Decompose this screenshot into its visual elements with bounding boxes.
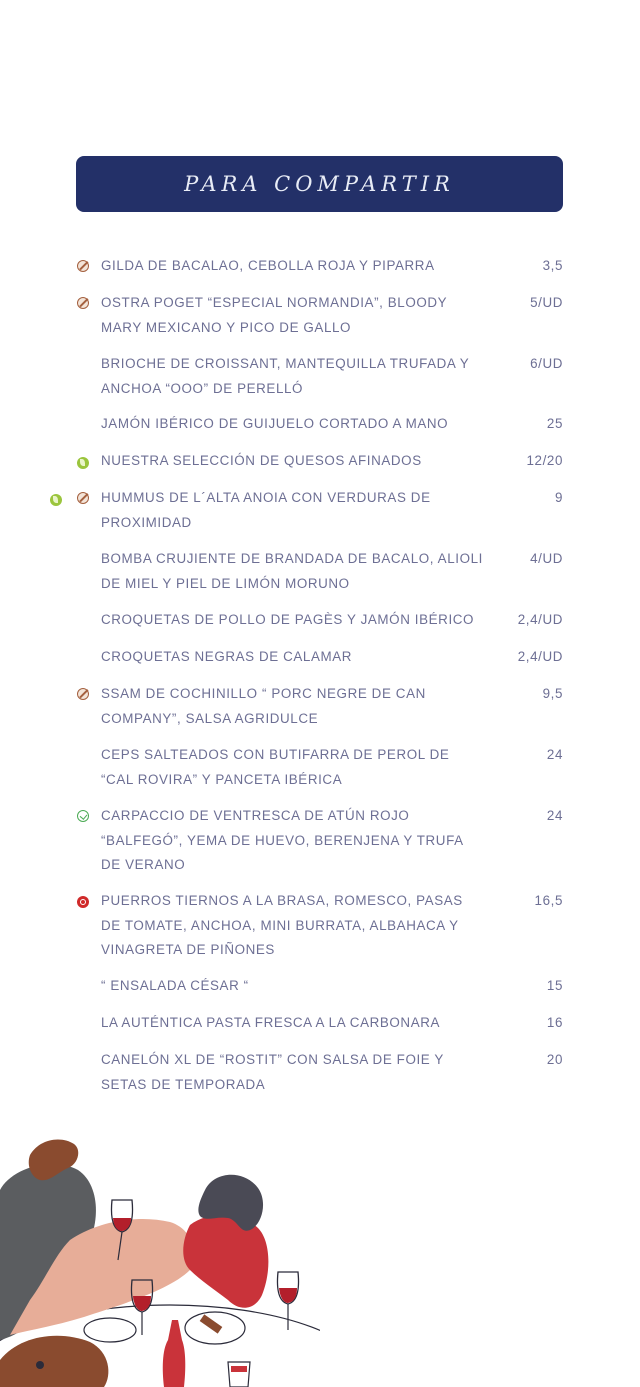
menu-item [101,974,563,999]
menu-item-price: 6/UD [530,356,563,371]
menu-item [101,291,563,340]
menu-item [101,1048,563,1097]
vegan-icon [77,810,89,822]
menu-item-name: JAMÓN IBÉRICO DE GUIJUELO CORTADO A MANO [101,416,449,431]
person-right-body [183,1215,268,1308]
menu-item-price: 9,5 [542,686,563,701]
section-banner [76,156,563,212]
menu-item-name: CROQUETAS NEGRAS DE CALAMAR [101,649,353,664]
menu-item-name: SSAM DE COCHINILLO “ PORC NEGRE DE CAN COMPANY”, SALSA AGRIDULCE [101,686,426,726]
menu-item [101,889,563,963]
no-gluten-icon [77,492,89,504]
menu-item-name: BOMBA CRUJIENTE DE BRANDADA DE BACALO, ALIOLI DE MIEL Y PIEL DE LIMÓN MORUNO [101,551,483,591]
menu-item-name: CANELÓN XL DE “ROSTIT” CON SALSA DE FOIE Y SETAS DE TEMPORADA [101,1052,444,1092]
menu-item-name: GILDA DE BACALAO, CEBOLLA ROJA Y PIPARRA [101,258,435,273]
menu-item [101,254,563,279]
menu-item-name: HUMMUS DE L´ALTA ANOIA CON VERDURAS DE PROXIMIDAD [101,490,431,530]
menu-item-price: 3,5 [542,258,563,273]
menu-item [101,804,563,878]
menu-item-name: “ ENSALADA CÉSAR “ [101,978,249,993]
vegetarian-icon [50,494,62,506]
menu-item-price: 16,5 [534,893,563,908]
menu-item [101,682,563,731]
dining-illustration [0,1130,320,1387]
no-gluten-icon [77,297,89,309]
menu-item [101,449,563,474]
menu-item-name: LA AUTÉNTICA PASTA FRESCA A LA CARBONARA [101,1015,441,1030]
menu-item-price: 16 [546,1015,563,1030]
menu-item-price: 2,4/UD [517,649,563,664]
menu-item-price: 12/20 [526,453,563,468]
menu-item-price: 24 [546,747,563,762]
menu-item [101,547,563,596]
menu-item [101,486,563,535]
menu-item-price: 20 [546,1052,563,1067]
menu-item-name: CARPACCIO DE VENTRESCA DE ATÚN ROJO “BALFEGÓ”, YEMA DE HUEVO, BERENJENA Y TRUFA DE VERANO [101,808,463,872]
menu-item-name: OSTRA POGET “ESPECIAL NORMANDIA”, BLOODY MARY MEXICANO Y PICO DE GALLO [101,295,447,335]
section-title: PARA COMPARTIR [184,172,455,196]
menu-item [101,1011,563,1036]
menu-item-price: 9 [554,490,563,505]
menu-item-name: BRIOCHE DE CROISSANT, MANTEQUILLA TRUFADA Y ANCHOA “OOO” DE PERELLÓ [101,356,470,396]
menu-item [101,608,563,633]
no-gluten-icon [77,688,89,700]
menu-item-name: CROQUETAS DE POLLO DE PAGÈS Y JAMÓN IBÉRICO [101,612,475,627]
menu-item-price: 4/UD [530,551,563,566]
menu-item-price: 2,4/UD [517,612,563,627]
spicy-icon [77,896,89,908]
menu-item-price: 15 [546,978,563,993]
menu-item-price: 25 [546,416,563,431]
vegetarian-icon [77,457,89,469]
menu-item-price: 5/UD [530,295,563,310]
menu-item-name: CEPS SALTEADOS CON BUTIFARRA DE PEROL DE “CAL ROVIRA” Y PANCETA IBÉRICA [101,747,450,787]
menu-item [101,412,563,437]
water-glass [228,1362,250,1387]
no-gluten-icon [77,260,89,272]
menu-item-name: PUERROS TIERNOS A LA BRASA, ROMESCO, PASAS DE TOMATE, ANCHOA, MINI BURRATA, ALBAHACA Y VINAGRETA DE PIÑONES [101,893,463,957]
menu-item [101,743,563,792]
menu-item [101,645,563,670]
menu-item-price: 24 [546,808,563,823]
menu-item-name: NUESTRA SELECCIÓN DE QUESOS AFINADOS [101,453,422,468]
plate-2 [84,1318,136,1342]
menu-item [101,352,563,401]
